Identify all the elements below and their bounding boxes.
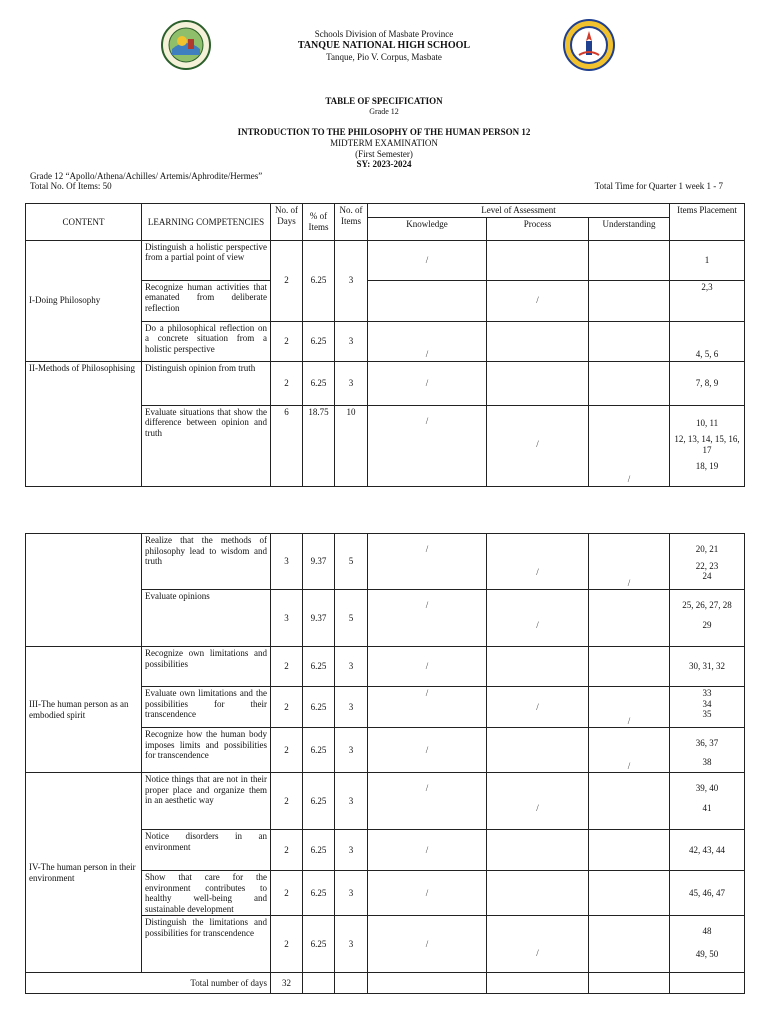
competency-cell: Evaluate own limitations and the possibilities for their transcendence [142, 687, 271, 728]
placement-cell: 29 [702, 619, 712, 630]
content-methods: II-Methods of Philosophising [26, 361, 142, 486]
competency-cell: Realize that the methods of philosophy lead to wisdom and truth [142, 534, 271, 590]
check-mark: / [425, 783, 429, 793]
exam-type: MIDTERM EXAMINATION [330, 138, 438, 148]
pct-cell: 6.25 [303, 773, 335, 830]
header-knowledge: Knowledge [368, 217, 487, 240]
total-days-label: Total number of days [26, 973, 271, 994]
items-cell: 3 [335, 687, 368, 728]
items-cell: 5 [335, 590, 368, 647]
tos-table-part-2 [25, 533, 745, 994]
placement-cell: 24 [702, 571, 712, 581]
subject-title: INTRODUCTION TO THE PHILOSOPHY OF THE HUMAN PERSON 12 [237, 127, 531, 137]
pct-cell: 6.25 [303, 687, 335, 728]
competency-cell: Notice things that are not in their proper place and organize them in an aesthetic way [142, 773, 271, 830]
competency-cell: Evaluate opinions [142, 590, 271, 647]
competency-cell: Distinguish opinion from truth [142, 361, 271, 405]
total-time-label: Total Time for Quarter 1 week 1 - 7 [594, 181, 723, 191]
header-level-of-assessment: Level of Assessment [368, 204, 670, 218]
competency-cell: Recognize own limitations and possibilities [142, 647, 271, 687]
days-cell: 2 [271, 321, 303, 361]
pct-cell: 6.25 [303, 728, 335, 773]
items-cell: 3 [335, 916, 368, 973]
placement-cell: 35 [702, 709, 712, 719]
days-cell: 3 [271, 534, 303, 590]
school-address: Tanque, Pio V. Corpus, Masbate [326, 52, 442, 62]
pct-cell: 6.25 [303, 240, 335, 321]
days-cell: 2 [271, 240, 303, 321]
check-mark: / [627, 474, 631, 484]
content-embodied-spirit: III-The human person as an embodied spirit [26, 647, 142, 773]
competency-cell: Recognize how the human body imposes limits and possibilities for transcendence [142, 728, 271, 773]
placement-cell: 38 [702, 756, 712, 767]
placement-cell: 2,3 [670, 280, 745, 321]
placement-cell: 36, 37 [695, 738, 719, 748]
school-name: TANQUE NATIONAL HIGH SCHOOL [297, 40, 471, 51]
items-cell: 10 [335, 405, 368, 486]
placement-cell: 7, 8, 9 [670, 361, 745, 405]
table-row [26, 534, 745, 590]
semester-label: (First Semester) [355, 149, 413, 159]
school-year: SY: 2023-2024 [356, 159, 412, 169]
placement-cell: 18, 19 [695, 461, 719, 471]
competency-cell: Notice disorders in an environment [142, 830, 271, 871]
pct-cell: 9.37 [303, 590, 335, 647]
items-cell: 3 [335, 728, 368, 773]
items-cell: 3 [335, 240, 368, 321]
header-process: Process [487, 217, 589, 240]
items-cell: 3 [335, 647, 368, 687]
header-content: CONTENT [26, 204, 142, 241]
check-mark: / [425, 744, 429, 755]
placement-cell: 45, 46, 47 [670, 871, 745, 916]
content-environment: IV-The human person in their environment [26, 773, 142, 973]
days-cell: 6 [271, 405, 303, 486]
check-mark: / [425, 661, 429, 672]
placement-cell: 48 [702, 926, 712, 936]
header-placement: Items Placement [670, 204, 745, 241]
header-understanding: Understanding [589, 217, 670, 240]
pct-cell: 9.37 [303, 534, 335, 590]
check-mark: / [425, 254, 429, 265]
check-mark: / [425, 377, 429, 388]
pct-cell: 6.25 [303, 361, 335, 405]
placement-cell: 42, 43, 44 [670, 830, 745, 871]
table-row [26, 240, 745, 280]
total-row [26, 973, 745, 994]
pct-cell: 6.25 [303, 830, 335, 871]
placement-cell: 34 [702, 698, 712, 709]
sections-label: Grade 12 “Apollo/Athena/Achilles/ Artemis/Aphrodite/Hermes” [30, 171, 263, 181]
items-cell: 3 [335, 361, 368, 405]
placement-cell: 10, 11 [695, 417, 719, 428]
check-mark: / [425, 688, 429, 698]
days-cell: 2 [271, 687, 303, 728]
check-mark: / [536, 438, 539, 449]
placement-cell: 30, 31, 32 [670, 647, 745, 687]
days-cell: 2 [271, 647, 303, 687]
days-cell: 2 [271, 871, 303, 916]
pct-cell: 6.25 [303, 871, 335, 916]
document-title: TABLE OF SPECIFICATION [325, 96, 443, 106]
placement-cell: 22, 23 [695, 560, 719, 571]
check-mark: / [536, 701, 539, 712]
check-mark: / [536, 948, 539, 958]
content-doing-philosophy: I-Doing Philosophy [26, 240, 142, 361]
items-cell: 3 [335, 871, 368, 916]
competency-cell: Evaluate situations that show the difference between opinion and truth [142, 405, 271, 486]
check-mark: / [425, 887, 429, 898]
check-mark: / [425, 600, 429, 610]
check-mark: / [536, 295, 539, 306]
table-row [26, 361, 745, 405]
items-cell: 3 [335, 321, 368, 361]
items-cell: 3 [335, 830, 368, 871]
competency-cell: Distinguish a holistic perspective from a partial point of view [142, 240, 271, 280]
total-days-value: 32 [271, 973, 303, 994]
check-mark: / [627, 715, 631, 726]
placement-cell: 41 [702, 802, 712, 813]
items-cell: 5 [335, 534, 368, 590]
placement-cell: 12, 13, 14, 15, 16, 17 [674, 434, 740, 455]
check-mark: / [425, 938, 429, 949]
check-mark: / [627, 577, 631, 588]
check-mark: / [425, 415, 429, 426]
header-pct: % of Items [303, 204, 335, 241]
header-items: No. of Items [335, 204, 368, 241]
header-competencies: LEARNING COMPETENCIES [142, 204, 271, 241]
division-name: Schools Division of Masbate Province [314, 29, 454, 39]
tos-table-part-1 [25, 203, 745, 487]
competency-cell: Distinguish the limitations and possibilities for transcendence [142, 916, 271, 973]
placement-cell: 39, 40 [695, 783, 719, 793]
table-row [26, 773, 745, 830]
placement-cell: 4, 5, 6 [670, 321, 745, 361]
pct-cell: 6.25 [303, 321, 335, 361]
days-cell: 2 [271, 728, 303, 773]
check-mark: / [425, 844, 429, 855]
pct-cell: 6.25 [303, 647, 335, 687]
check-mark: / [536, 620, 539, 630]
check-mark: / [627, 760, 631, 771]
placement-cell: 20, 21 [695, 544, 719, 554]
check-mark: / [536, 567, 539, 577]
placement-cell: 1 [670, 240, 745, 280]
days-cell: 3 [271, 590, 303, 647]
placement-cell: 33 [702, 688, 712, 698]
table-row [26, 647, 745, 687]
competency-cell: Show that care for the environment contributes to healthy well-being and sustainable development [142, 871, 271, 916]
grade-label: Grade 12 [369, 107, 399, 116]
items-cell: 3 [335, 773, 368, 830]
pct-cell: 6.25 [303, 916, 335, 973]
header-days: No. of Days [271, 204, 303, 241]
competency-cell: Do a philosophical reflection on a concrete situation from a holistic perspective [142, 321, 271, 361]
days-cell: 2 [271, 916, 303, 973]
check-mark: / [536, 803, 539, 813]
pct-cell: 18.75 [303, 405, 335, 486]
check-mark: / [425, 349, 429, 359]
days-cell: 2 [271, 773, 303, 830]
competency-cell: Recognize human activities that emanated from deliberate reflection [142, 280, 271, 321]
check-mark: / [425, 544, 429, 554]
placement-cell: 49, 50 [695, 948, 719, 959]
days-cell: 2 [271, 830, 303, 871]
placement-cell: 25, 26, 27, 28 [682, 600, 732, 610]
days-cell: 2 [271, 361, 303, 405]
total-items-label: Total No. Of Items: 50 [30, 181, 112, 191]
